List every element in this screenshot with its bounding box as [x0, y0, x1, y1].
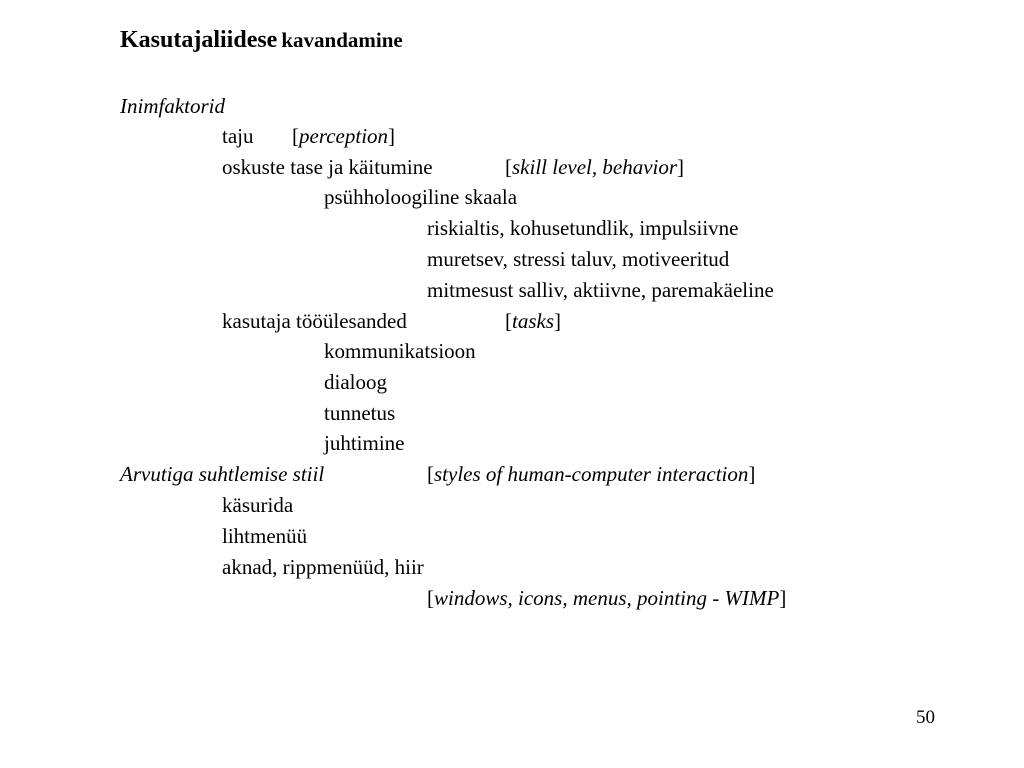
page-number: 50	[916, 707, 935, 728]
heading-inimfaktorid: Inimfaktorid	[120, 94, 225, 118]
stiil-translation-text: styles of human-computer interaction	[434, 462, 749, 486]
task-kommunikatsioon: kommunikatsioon	[324, 339, 476, 363]
task-dialoog: dialoog	[324, 370, 387, 394]
style-aknad: aknad, rippmenüüd, hiir	[222, 555, 424, 579]
item-taju: taju	[222, 124, 254, 148]
item-oskuste-translation: [skill level, behavior]	[505, 155, 685, 179]
title-part-2: kavandamine	[281, 28, 403, 52]
item-tooulesanded: kasutaja tööülesanded	[222, 309, 407, 333]
skaala-line-3: mitmesust salliv, aktiivne, paremakäeline	[427, 278, 774, 302]
wimp-separator: -	[707, 586, 725, 610]
task-tunnetus: tunnetus	[324, 401, 396, 425]
title-part-1: Kasutajaliidese	[120, 27, 278, 53]
taju-translation-text: perception	[299, 124, 389, 148]
wimp-abbreviation: WIMP	[724, 586, 780, 610]
stiil-translation: [styles of human-computer interaction]	[427, 462, 756, 486]
tooulesanded-translation-text: tasks	[512, 309, 554, 333]
item-psuhholoogiline-skaala: psühholoogiline skaala	[324, 185, 518, 209]
style-lihtmenuu: lihtmenüü	[222, 524, 308, 548]
item-taju-translation: [perception]	[292, 124, 396, 148]
item-tooulesanded-translation: [tasks]	[505, 309, 561, 333]
wimp-italic-text: windows, icons, menus, pointing	[434, 586, 708, 610]
style-kasurida: käsurida	[222, 493, 294, 517]
skaala-line-1: riskialtis, kohusetundlik, impulsiivne	[427, 216, 739, 240]
item-oskuste-tase: oskuste tase ja käitumine	[222, 155, 433, 179]
slide-title	[120, 27, 403, 54]
skaala-line-2: muretsev, stressi taluv, motiveeritud	[427, 247, 730, 271]
wimp-translation: [windows, icons, menus, pointing - WIMP]	[427, 586, 787, 610]
heading-arvutiga-suhtlemise-stiil: Arvutiga suhtlemise stiil	[120, 462, 325, 486]
oskuste-translation-text: skill level, behavior	[512, 155, 678, 179]
task-juhtimine: juhtimine	[324, 431, 405, 455]
